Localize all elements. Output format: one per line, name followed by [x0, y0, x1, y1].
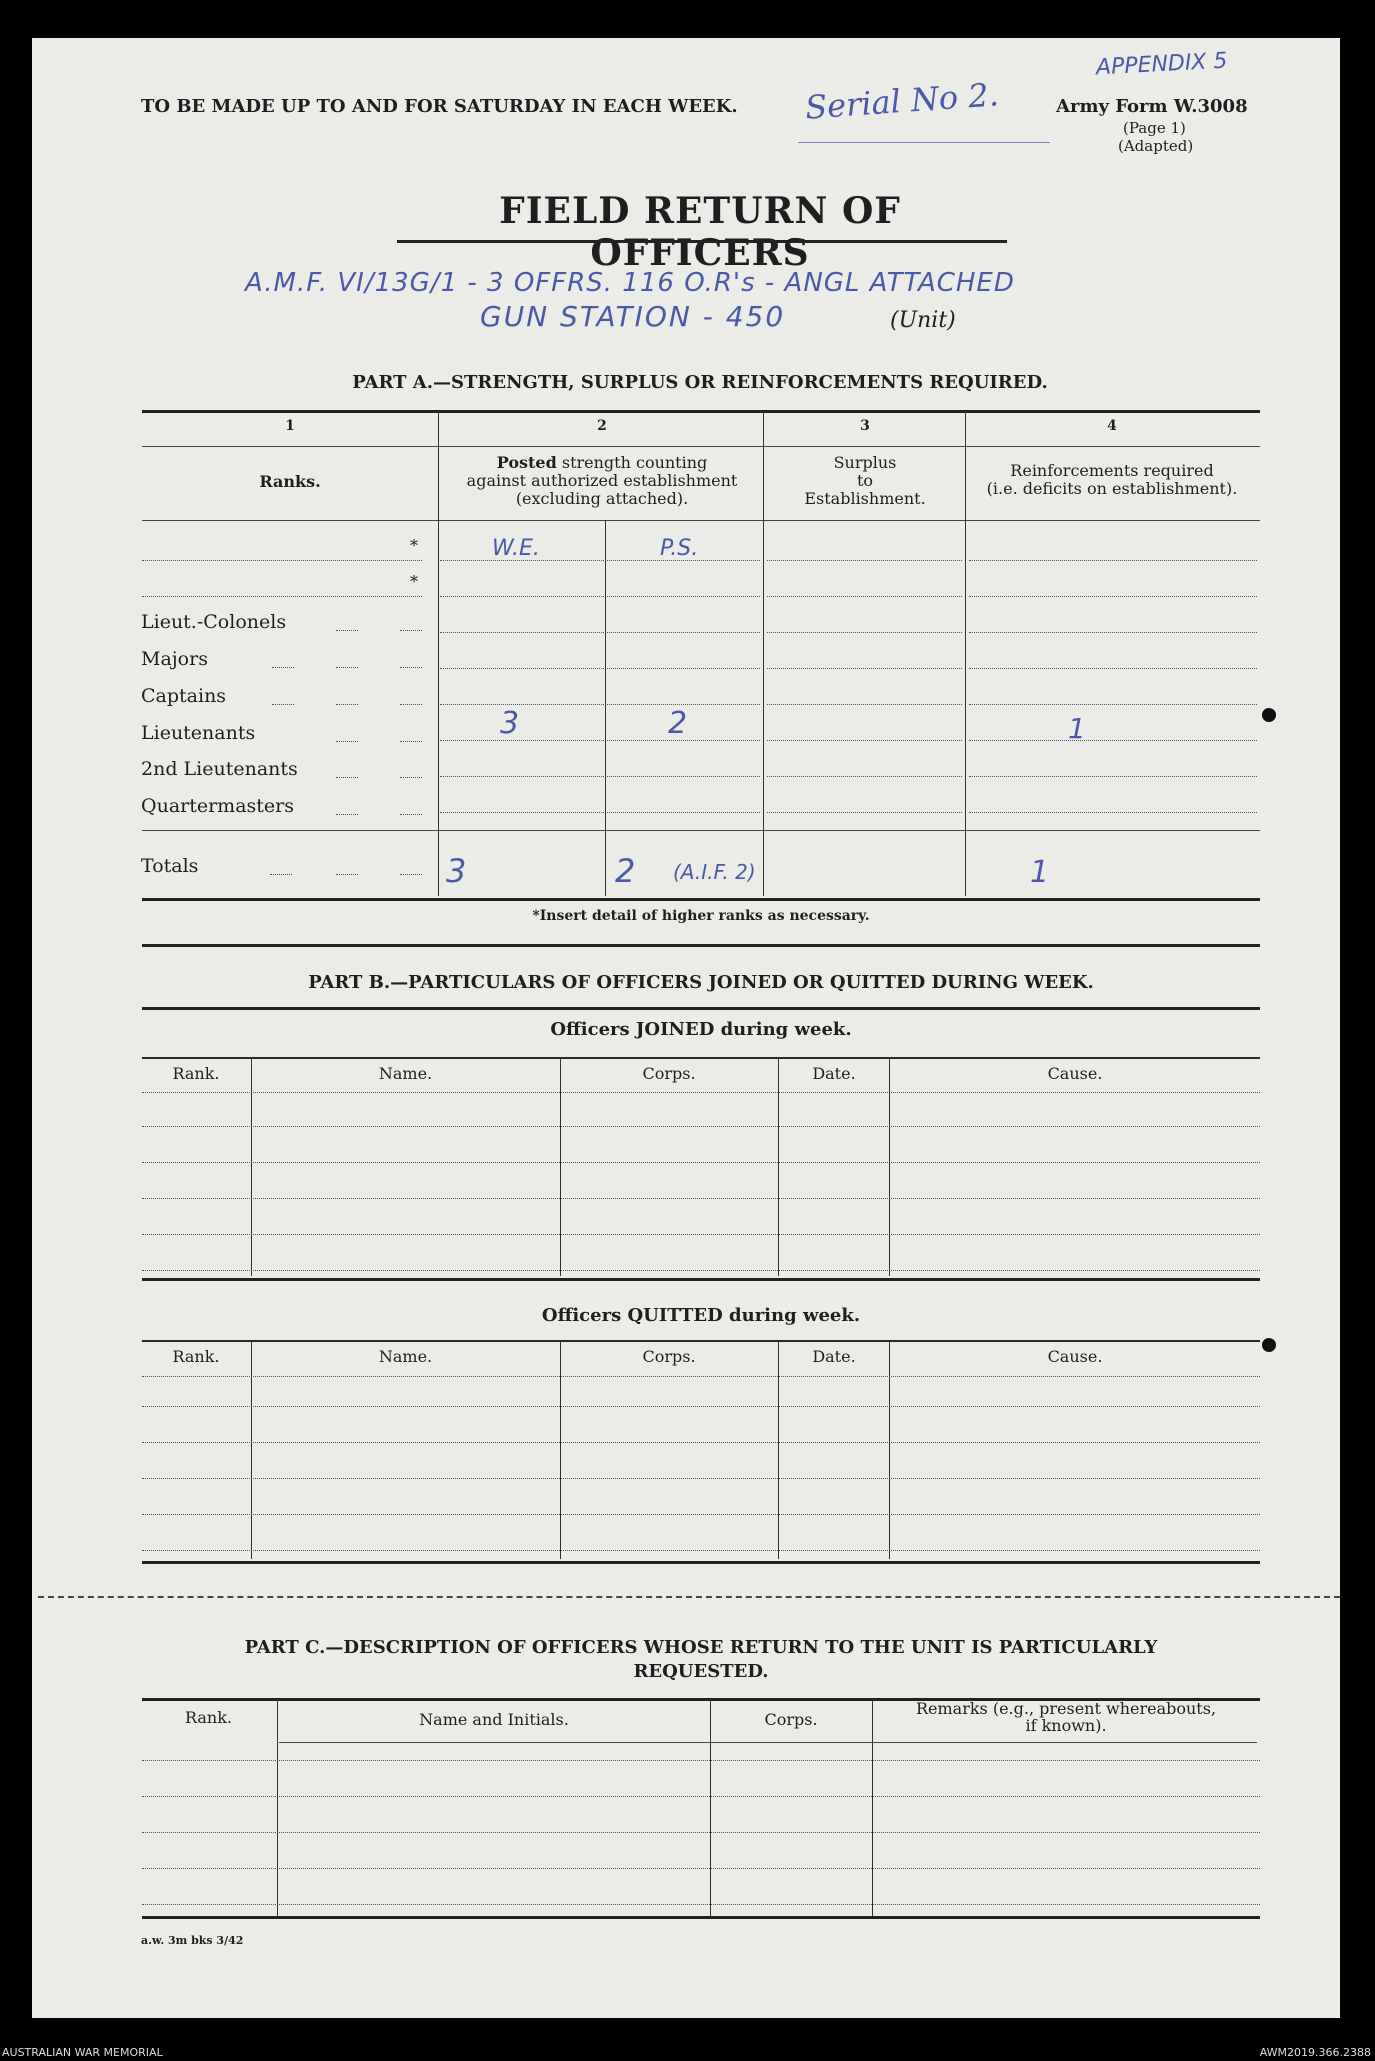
dotline	[142, 1234, 1260, 1235]
serial-number-handwritten: Serial No 2.	[803, 75, 1000, 127]
dotline	[142, 1550, 1260, 1551]
form-title: FIELD RETURN OF OFFICERS	[499, 190, 901, 274]
dotline	[767, 740, 962, 741]
part-b-heading: PART B.—PARTICULARS OF OFFICERS JOINED OR QUITTED DURING WEEK.	[308, 972, 1094, 993]
serial-underline	[798, 142, 1050, 143]
reinf-line1: Reinforcements required	[1010, 461, 1214, 480]
dotline	[969, 704, 1257, 705]
surplus-header	[765, 454, 965, 508]
dotline	[336, 874, 358, 875]
joined-title: Officers JOINED during week.	[550, 1019, 852, 1040]
dotline	[969, 596, 1257, 597]
dotline	[142, 1514, 1260, 1515]
part-c-col-remarks	[874, 1700, 1258, 1734]
posted-line2: against authorized establishment	[466, 471, 738, 490]
dotline	[272, 704, 294, 705]
joined-col-date: Date.	[812, 1064, 856, 1083]
posted-line3: (excluding attached).	[515, 489, 689, 508]
print-code: a.w. 3m bks 3/42	[141, 1934, 244, 1947]
quitted-title: Officers QUITTED during week.	[541, 1305, 861, 1326]
dotline	[272, 667, 294, 668]
vline	[277, 1700, 278, 1916]
dotline	[440, 776, 760, 777]
surplus-line2: to	[856, 471, 874, 490]
part-c-heading-line1: PART C.—DESCRIPTION OF OFFICERS WHOSE RETURN TO THE UNIT IS PARTICULARLY	[244, 1637, 1158, 1658]
binding-hole-1	[1262, 708, 1276, 722]
dotline	[400, 630, 422, 631]
reinf-line2: (i.e. deficits on establishment).	[986, 479, 1238, 498]
vline	[889, 1341, 890, 1559]
totals-top-rule	[142, 830, 1260, 831]
dotline	[142, 1092, 1260, 1093]
dotline	[142, 1760, 1260, 1761]
adapted-label: (Adapted)	[1118, 137, 1194, 155]
dotline	[767, 704, 962, 705]
rank-2nd-lieutenants: 2nd Lieutenants	[141, 758, 298, 780]
quitted-col-cause: Cause.	[1047, 1347, 1103, 1366]
dotline	[440, 632, 760, 633]
dotline	[400, 814, 422, 815]
part-c-col-corps: Corps.	[764, 1710, 818, 1729]
col-number-4: 4	[1107, 418, 1117, 434]
unit-label: (Unit)	[890, 308, 956, 333]
dotline	[767, 596, 962, 597]
joined-col-corps: Corps.	[642, 1064, 696, 1083]
quitted-col-rank: Rank.	[172, 1347, 220, 1366]
dotline	[400, 667, 422, 668]
vline	[251, 1058, 252, 1276]
posted-rest: strength counting	[556, 453, 708, 472]
dotline	[142, 1796, 1260, 1797]
rule	[279, 1742, 1257, 1743]
remarks-line2: if known).	[1025, 1716, 1107, 1735]
surplus-line3: Establishment.	[804, 489, 926, 508]
appendix-handwritten: APPENDIX 5	[1095, 48, 1229, 81]
dotline	[969, 560, 1257, 561]
remarks-line1: Remarks (e.g., present whereabouts,	[915, 1699, 1217, 1718]
dotline	[142, 1442, 1260, 1443]
vline	[778, 1058, 779, 1276]
joined-col-cause: Cause.	[1047, 1064, 1103, 1083]
star-2: *	[410, 572, 418, 591]
dotline	[142, 1162, 1260, 1163]
posted-strength-header	[440, 454, 764, 508]
dotline	[336, 777, 358, 778]
col-number-rule	[142, 446, 1260, 447]
dotline	[767, 812, 962, 813]
surplus-line1: Surplus	[833, 453, 897, 472]
joined-bottom-rule	[142, 1278, 1260, 1281]
quitted-col-date: Date.	[812, 1347, 856, 1366]
joined-col-name: Name.	[378, 1064, 433, 1083]
rank-quartermasters: Quartermasters	[141, 795, 294, 817]
part-a-heading: PART A.—STRENGTH, SURPLUS OR REINFORCEMENTS REQUIRED.	[352, 372, 1048, 393]
footer-right: AWM2019.366.2388	[1259, 2046, 1371, 2059]
dotline	[142, 560, 422, 561]
part-c-col-name: Name and Initials.	[419, 1710, 569, 1729]
quitted-col-corps: Corps.	[642, 1347, 696, 1366]
part-b-top-rule	[142, 1007, 1260, 1010]
dotline	[336, 814, 358, 815]
vline	[251, 1341, 252, 1559]
header-bottom-rule	[142, 520, 1260, 521]
joined-col-rank: Rank.	[172, 1064, 220, 1083]
part-c-bottom-rule	[142, 1916, 1260, 1919]
totals-ps-value: 2	[615, 852, 636, 890]
posted-word: Posted	[496, 453, 557, 472]
lieutenants-reinf-value: 1	[1068, 712, 1086, 745]
ranks-header: Ranks.	[259, 472, 321, 491]
part-a-top-rule	[142, 410, 1260, 413]
vline-3	[965, 412, 966, 896]
joined-top-rule	[142, 1057, 1260, 1059]
dotline	[142, 1198, 1260, 1199]
dotline	[400, 777, 422, 778]
unit-line-2: GUN STATION - 450	[480, 300, 786, 333]
vline	[560, 1058, 561, 1276]
dotline	[969, 632, 1257, 633]
dotline	[400, 741, 422, 742]
vline-2	[763, 412, 764, 896]
dotline	[142, 1126, 1260, 1127]
dotline	[400, 704, 422, 705]
vline	[710, 1700, 711, 1916]
quitted-col-name: Name.	[378, 1347, 433, 1366]
ps-subheader: P.S.	[660, 536, 699, 561]
col-number-1: 1	[285, 418, 295, 434]
dotline	[969, 812, 1257, 813]
star-1: *	[410, 536, 418, 555]
dotline	[767, 632, 962, 633]
part-a-footnote: *Insert detail of higher ranks as necessary.	[532, 908, 870, 924]
dotline	[142, 1270, 1260, 1271]
dotline	[440, 596, 760, 597]
unit-line-1: A.M.F. VI/13G/1 - 3 OFFRS. 116 O.R's - ANGL ATTACHED	[245, 268, 1015, 298]
title-underline	[397, 240, 1007, 243]
part-a-end-rule	[142, 944, 1260, 947]
form-number: Army Form W.3008	[1056, 96, 1248, 117]
quitted-bottom-rule	[142, 1561, 1260, 1564]
dotline	[142, 1376, 1260, 1377]
footer-left: AUSTRALIAN WAR MEMORIAL	[2, 2046, 163, 2059]
dotline	[336, 630, 358, 631]
rank-majors: Majors	[141, 648, 208, 670]
dotline	[969, 668, 1257, 669]
vline	[778, 1341, 779, 1559]
instruction-text: TO BE MADE UP TO AND FOR SATURDAY IN EACH WEEK.	[141, 96, 738, 117]
dotline	[767, 560, 962, 561]
part-c-heading-line2: REQUESTED.	[633, 1661, 769, 1682]
vline	[872, 1700, 873, 1916]
totals-label: Totals	[141, 855, 199, 877]
dotline	[336, 704, 358, 705]
dotline	[142, 1478, 1260, 1479]
totals-we-value: 3	[446, 852, 467, 890]
dotline	[440, 668, 760, 669]
quitted-top-rule	[142, 1340, 1260, 1342]
dotline	[969, 740, 1257, 741]
dotline	[440, 560, 760, 561]
page-number: (Page 1)	[1123, 119, 1186, 137]
dotline	[142, 1406, 1260, 1407]
rank-captains: Captains	[141, 685, 227, 707]
dotline	[440, 740, 760, 741]
dotline	[969, 776, 1257, 777]
vline-we-ps	[605, 520, 606, 896]
dotline	[400, 874, 422, 875]
dotline	[440, 812, 760, 813]
part-c-heading	[142, 1636, 1260, 1684]
dotline	[142, 1904, 1260, 1905]
vline-1	[438, 412, 439, 896]
reinforcements-header	[967, 462, 1257, 498]
dotline	[440, 704, 760, 705]
dotline	[336, 667, 358, 668]
col-number-3: 3	[860, 418, 870, 434]
dotline	[336, 741, 358, 742]
binding-hole-2	[1262, 1338, 1276, 1352]
totals-reinf-value: 1	[1030, 855, 1050, 890]
part-c-col-rank: Rank.	[184, 1708, 233, 1727]
dotline	[142, 1868, 1260, 1869]
perforation-line	[38, 1596, 1340, 1598]
dotline	[767, 776, 962, 777]
dotline	[767, 668, 962, 669]
vline	[560, 1341, 561, 1559]
we-subheader: W.E.	[492, 536, 540, 561]
dotline	[270, 874, 292, 875]
rank-lieut-colonels: Lieut.-Colonels	[141, 611, 287, 633]
rank-lieutenants: Lieutenants	[141, 722, 256, 744]
dotline	[142, 1832, 1260, 1833]
part-a-bottom-rule	[142, 898, 1260, 901]
lieutenants-ps-value: 2	[668, 706, 688, 741]
totals-ps-note: (A.I.F. 2)	[673, 860, 756, 884]
col-number-2: 2	[597, 418, 607, 434]
dotline	[142, 596, 422, 597]
lieutenants-we-value: 3	[500, 706, 520, 741]
vline	[889, 1058, 890, 1276]
